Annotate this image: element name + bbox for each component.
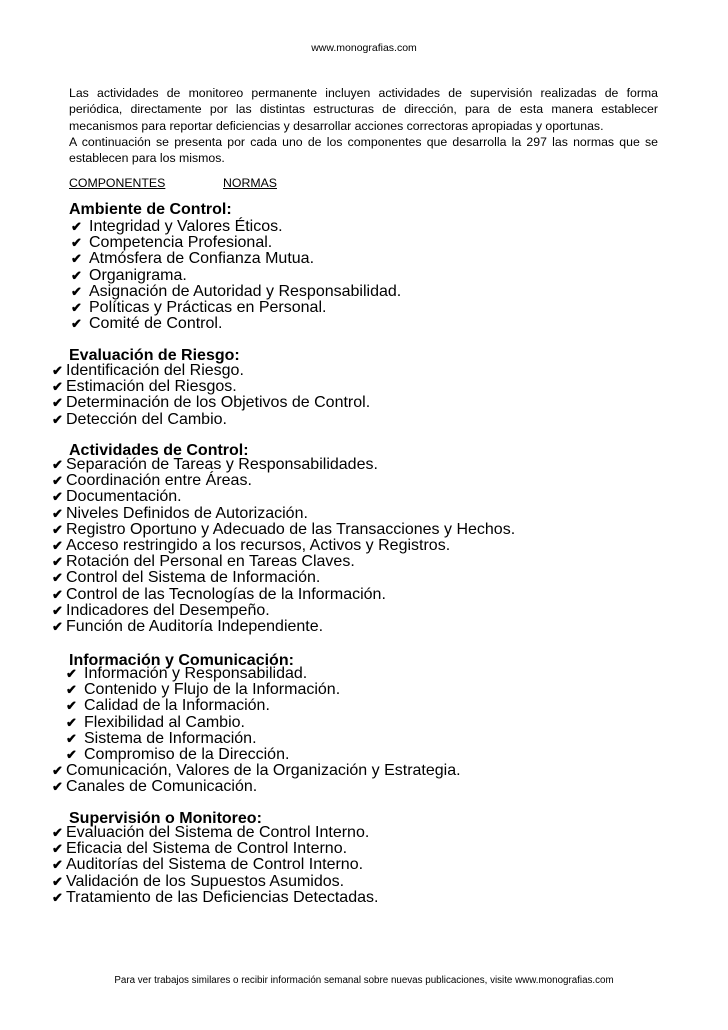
list-item-text: Detección del Cambio. — [66, 410, 227, 428]
list-item — [52, 890, 378, 906]
list-item — [66, 731, 257, 747]
check-icon: ✔ — [52, 602, 63, 618]
intro-paragraph-1: Las actividades de monitoreo permanente incluyen actividades de supervisión realizadas de forma periódica, directamente por las distintas estructuras de dirección, para de esta manera establecer mecanismos para reportar deficiencias y desarrollar acciones correctoras apropiadas y oportunas. — [69, 86, 658, 133]
check-icon: ✔ — [71, 235, 82, 251]
check-icon: ✔ — [71, 316, 82, 332]
list-item-text: Control de las Tecnologías de la Información. — [66, 585, 386, 603]
list-item — [71, 268, 187, 284]
list-item — [52, 457, 378, 473]
list-item — [52, 538, 450, 554]
list-item-text: Integridad y Valores Éticos. — [89, 218, 283, 235]
check-icon: ✔ — [52, 619, 63, 634]
check-icon: ✔ — [52, 825, 63, 840]
list-item-text: Estimación del Riesgos. — [66, 378, 237, 396]
check-icon: ✔ — [52, 873, 63, 889]
list-item — [52, 841, 347, 857]
list-item-text: Canales de Comunicación. — [66, 778, 258, 796]
list-item — [52, 522, 515, 538]
intro-paragraph-2: A continuación se presenta por cada uno de los componentes que desarrolla la 297 las normas que se establecen para los mismos. — [69, 134, 658, 166]
check-icon: ✔ — [66, 747, 77, 762]
list-item — [66, 715, 245, 731]
list-item — [71, 235, 272, 251]
list-item — [52, 506, 308, 522]
list-item-text: Niveles Definidos de Autorización. — [66, 504, 308, 522]
check-icon: ✔ — [66, 714, 77, 730]
list-item-text: Coordinación entre Áreas. — [66, 472, 252, 490]
list-item — [52, 603, 270, 619]
list-item-text: Contenido y Flujo de la Información. — [84, 681, 341, 699]
list-item — [71, 219, 283, 235]
check-icon: ✔ — [52, 395, 63, 411]
section-title: Actividades de Control: — [69, 442, 249, 459]
section-title: Evaluación de Riesgo: — [69, 347, 240, 364]
list-item — [52, 395, 370, 411]
list-item — [52, 412, 227, 428]
list-item-text: Registro Oportuno y Adecuado de las Transacciones y Hechos. — [66, 520, 516, 538]
list-item-text: Control del Sistema de Información. — [66, 569, 321, 587]
check-icon: ✔ — [52, 889, 63, 905]
section-title: Supervisión o Monitoreo: — [69, 810, 262, 827]
check-icon: ✔ — [66, 698, 77, 714]
list-item — [52, 554, 355, 570]
check-icon: ✔ — [71, 251, 82, 267]
check-icon: ✔ — [52, 570, 63, 586]
list-item-text: Organigrama. — [89, 266, 187, 284]
check-icon: ✔ — [52, 473, 63, 489]
list-item-text: Indicadores del Desempeño. — [66, 601, 270, 619]
list-item-text: Validación de los Supuestos Asumidos. — [66, 872, 345, 890]
list-item-text: Separación de Tareas y Responsabilidades. — [66, 456, 378, 473]
list-item — [52, 489, 182, 505]
list-item-text: Determinación de los Objetivos de Control. — [66, 394, 371, 412]
check-icon: ✔ — [71, 267, 82, 283]
list-item-text: Calidad de la Información. — [84, 697, 270, 715]
check-icon: ✔ — [66, 682, 77, 698]
list-item-text: Compromiso de la Dirección. — [84, 746, 290, 763]
list-item — [66, 698, 270, 714]
check-icon: ✔ — [52, 763, 63, 778]
page-footer: Para ver trabajos similares o recibir información semanal sobre nuevas publicaciones, visite www.monografias.com — [114, 975, 614, 986]
list-item-text: Comunicación, Valores de la Organización y Estrategia. — [66, 762, 461, 779]
list-item — [52, 825, 369, 841]
list-item — [66, 666, 307, 682]
list-item — [52, 587, 386, 603]
section-title: Información y Comunicación: — [69, 652, 294, 669]
list-item-text: Flexibilidad al Cambio. — [84, 713, 245, 731]
list-item — [52, 363, 244, 379]
check-icon: ✔ — [52, 457, 63, 472]
list-item-text: Tratamiento de las Deficiencias Detectadas. — [66, 888, 379, 906]
list-item — [71, 284, 401, 300]
list-item — [71, 316, 222, 332]
list-item-text: Identificación del Riesgo. — [66, 362, 244, 379]
check-icon: ✔ — [52, 363, 63, 378]
check-icon: ✔ — [52, 505, 63, 521]
check-icon: ✔ — [52, 841, 63, 857]
list-item-text: Función de Auditoría Independiente. — [66, 618, 324, 635]
list-item — [52, 874, 344, 890]
check-icon: ✔ — [71, 219, 82, 234]
list-item-text: Rotación del Personal en Tareas Claves. — [66, 553, 355, 571]
list-item-text: Sistema de Información. — [84, 729, 257, 747]
check-icon: ✔ — [52, 489, 63, 505]
check-icon: ✔ — [52, 857, 63, 873]
check-icon: ✔ — [66, 730, 77, 746]
check-icon: ✔ — [52, 379, 63, 395]
list-item — [52, 570, 320, 586]
list-item-text: Comité de Control. — [89, 315, 223, 333]
check-icon: ✔ — [52, 521, 63, 537]
list-item-text: Auditorías del Sistema de Control Interno. — [66, 856, 364, 874]
list-item — [66, 747, 289, 763]
list-item — [52, 473, 252, 489]
list-item — [52, 379, 237, 395]
list-item-text: Políticas y Prácticas en Personal. — [89, 299, 327, 316]
list-item — [71, 251, 314, 267]
check-icon: ✔ — [52, 586, 63, 602]
check-icon: ✔ — [52, 779, 63, 795]
check-icon: ✔ — [52, 411, 63, 427]
list-item-text: Documentación. — [66, 488, 182, 506]
intro-text — [69, 85, 658, 166]
list-item-text: Evaluación del Sistema de Control Interno. — [66, 824, 370, 841]
column-headings — [69, 176, 277, 190]
list-item — [71, 300, 326, 316]
check-icon: ✔ — [71, 283, 82, 299]
components-heading: COMPONENTES — [69, 176, 166, 190]
check-icon: ✔ — [52, 538, 63, 553]
list-item-text: Información y Responsabilidad. — [84, 665, 308, 682]
list-item-text: Eficacia del Sistema de Control Interno. — [66, 840, 348, 858]
list-item — [52, 763, 461, 779]
check-icon: ✔ — [66, 666, 77, 681]
norms-heading: NORMAS — [223, 176, 277, 190]
list-item-text: Acceso restringido a los recursos, Activos y Registros. — [66, 537, 451, 554]
check-icon: ✔ — [71, 300, 82, 315]
list-item — [66, 682, 340, 698]
check-icon: ✔ — [52, 554, 63, 570]
list-item-text: Competencia Profesional. — [89, 234, 273, 252]
page-header: www.monografias.com — [311, 42, 417, 54]
list-item-text: Asignación de Autoridad y Responsabilidad. — [89, 282, 402, 300]
list-item-text: Atmósfera de Confianza Mutua. — [89, 250, 315, 268]
list-item — [52, 619, 323, 635]
list-item — [52, 857, 363, 873]
list-item — [52, 779, 257, 795]
section-title: Ambiente de Control: — [69, 201, 232, 218]
